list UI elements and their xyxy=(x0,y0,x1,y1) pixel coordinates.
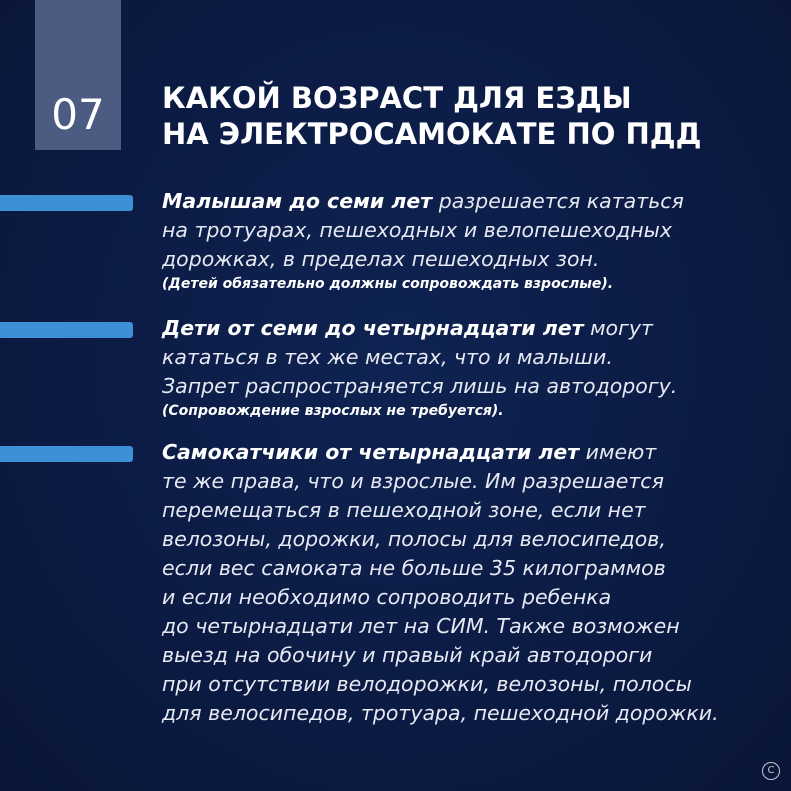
rule-block-under-7 xyxy=(162,187,772,294)
rule-block-line xyxy=(162,187,772,216)
rule-block-line: Запрет распространяется лишь на автодорогу. xyxy=(162,374,678,398)
accent-bar-3 xyxy=(0,446,133,462)
rule-block-line xyxy=(162,314,772,343)
rule-block-line: перемещаться в пешеходной зоне, если нет xyxy=(162,498,646,522)
rule-block-line: выезд на обочину и правый край автодороги xyxy=(162,643,653,667)
rule-lead: Малышам до семи лет xyxy=(162,189,433,213)
rule-lead: Самокатчики от четырнадцати лет xyxy=(162,440,580,464)
rule-block-line: если вес самоката не больше 35 килограммов xyxy=(162,556,666,580)
rule-block-line: на тротуарах, пешеходных и велопешеходных xyxy=(162,218,672,242)
rule-block-line: и если необходимо сопроводить ребенка xyxy=(162,585,612,609)
section-number: 07 xyxy=(51,90,105,139)
rule-text: имеют xyxy=(579,440,657,464)
rule-block-over-14 xyxy=(162,438,772,728)
accent-bar-2 xyxy=(0,322,133,338)
rule-block-line: кататься в тех же местах, что и малыши. xyxy=(162,345,613,369)
rule-note: (Детей обязательно должны сопровождать взрослые). xyxy=(162,276,614,292)
rule-block-line: до четырнадцати лет на СИМ. Также возможен xyxy=(162,614,680,638)
rule-text: разрешается кататься xyxy=(432,189,684,213)
page-title-line-2: НА ЭЛЕКТРОСАМОКАТЕ ПО ПДД xyxy=(162,117,702,151)
rule-block-line: дорожках, в пределах пешеходных зон. xyxy=(162,247,600,271)
rule-block-line: при отсутствии велодорожки, велозоны, полосы xyxy=(162,672,692,696)
rule-lead: Дети от семи до четырнадцати лет xyxy=(162,316,584,340)
accent-bar-1 xyxy=(0,195,133,211)
page-title-line-1: КАКОЙ ВОЗРАСТ ДЛЯ ЕЗДЫ xyxy=(162,81,632,115)
copyright-icon: C xyxy=(762,762,780,780)
rule-note: (Сопровождение взрослых не требуется). xyxy=(162,403,504,419)
rule-block-line: велозоны, дорожки, полосы для велосипедов, xyxy=(162,527,666,551)
section-number-badge xyxy=(35,0,121,150)
rule-block-line: для велосипедов, тротуара, пешеходной дорожки. xyxy=(162,701,719,725)
rule-block-line xyxy=(162,438,772,467)
rule-block-7-to-14 xyxy=(162,314,772,421)
rule-text: могут xyxy=(583,316,653,340)
page-title xyxy=(162,80,762,152)
rule-block-line: те же права, что и взрослые. Им разрешается xyxy=(162,469,664,493)
